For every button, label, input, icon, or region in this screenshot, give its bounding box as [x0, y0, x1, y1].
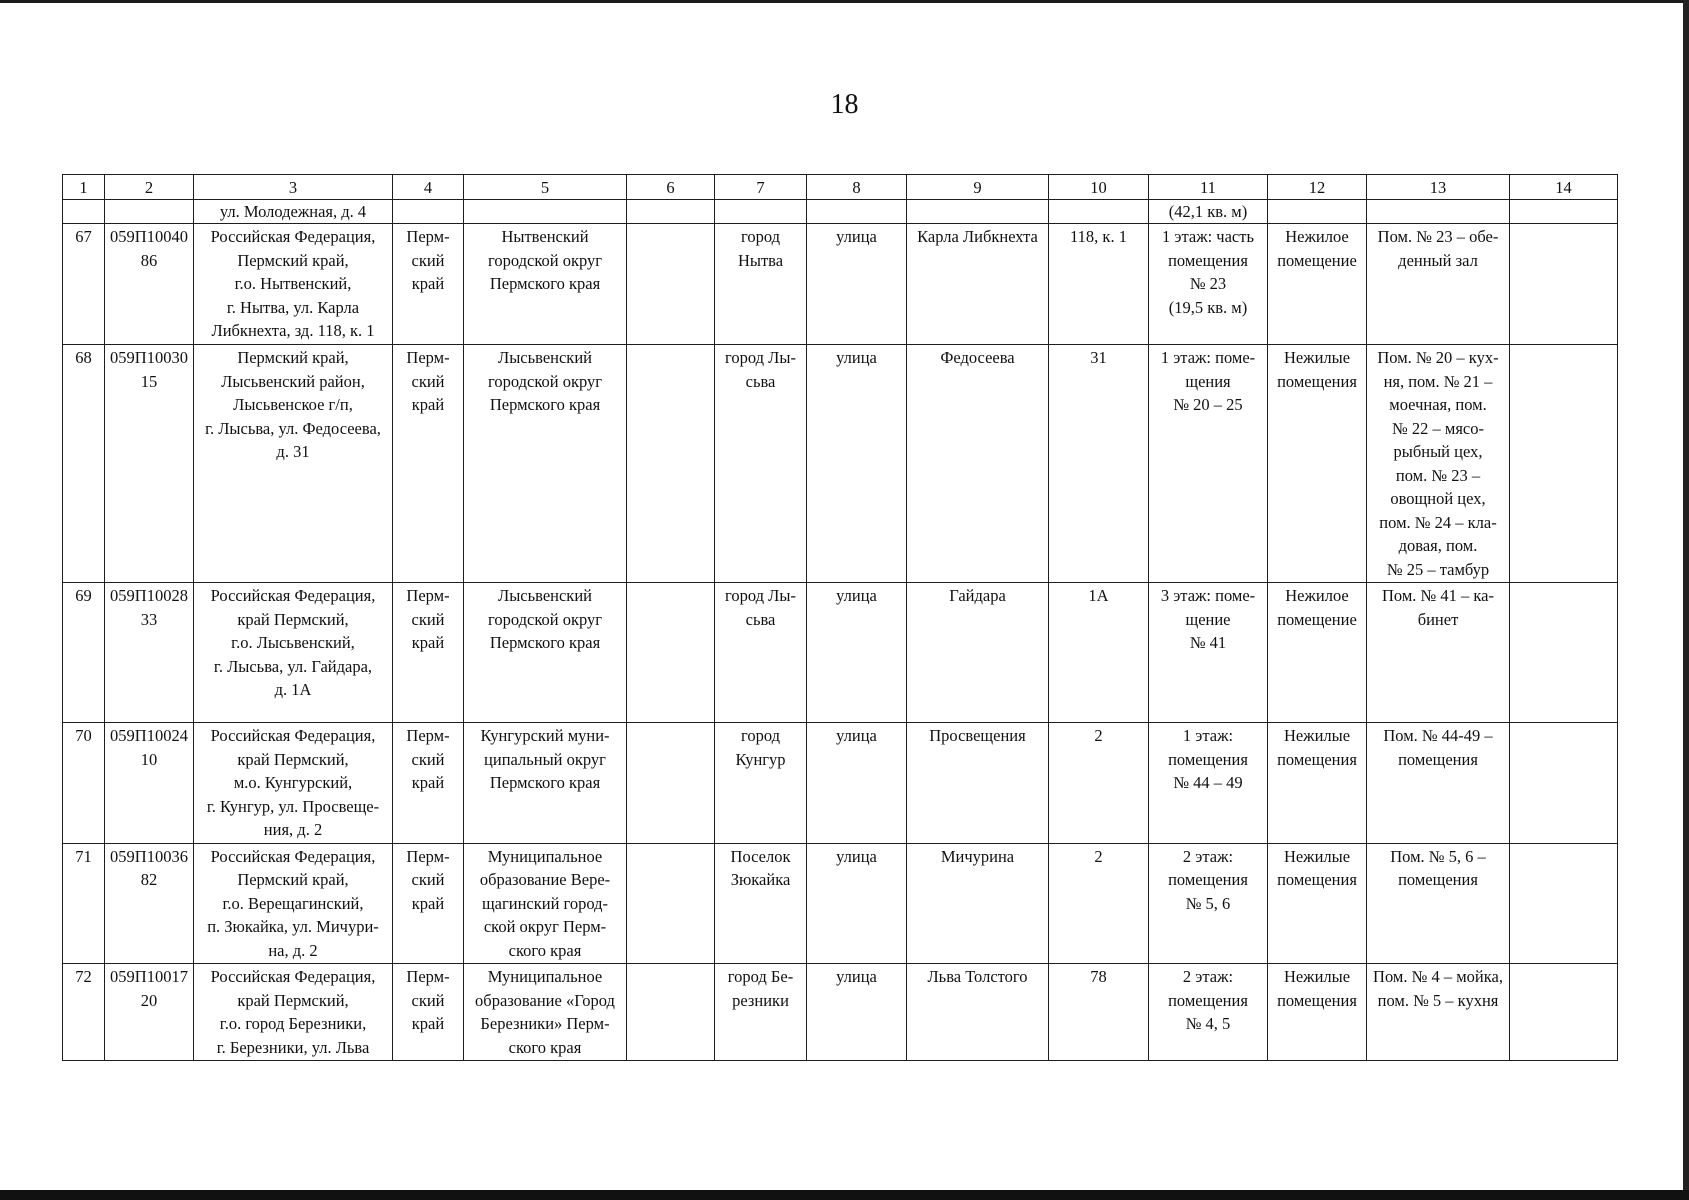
row-cell-1: 70: [63, 723, 105, 844]
row-cell-6: [627, 583, 715, 723]
row-cell-8: улица: [807, 224, 907, 345]
row-cell-10: 1А: [1049, 583, 1149, 723]
row-cell-4: Перм- ский край: [393, 964, 464, 1061]
row-cell-11: 3 этаж: поме- щение № 41: [1149, 583, 1268, 723]
row-cell-5: Лысьвенский городской округ Пермского края: [464, 345, 627, 583]
column-header-2: 2: [105, 175, 194, 200]
column-header-9: 9: [907, 175, 1049, 200]
row-cell-13: Пом. № 5, 6 – помещения: [1367, 843, 1510, 964]
row-cell-6: [627, 964, 715, 1061]
row-cell-4: Перм- ский край: [393, 843, 464, 964]
row-cell-12: Нежилое помещение: [1268, 583, 1367, 723]
row-cell-5: Лысьвенский городской округ Пермского края: [464, 583, 627, 723]
row-cell-4: Перм- ский край: [393, 583, 464, 723]
row-cell-12: Нежилое помещение: [1268, 224, 1367, 345]
continuation-cell-11: (42,1 кв. м): [1149, 200, 1268, 224]
row-cell-7: Поселок Зюкайка: [715, 843, 807, 964]
row-cell-10: 78: [1049, 964, 1149, 1061]
row-cell-5: Муниципальное образование «Город Березники» Перм- ского края: [464, 964, 627, 1061]
row-cell-7: город Нытва: [715, 224, 807, 345]
row-cell-1: 68: [63, 345, 105, 583]
row-cell-14: [1510, 583, 1618, 723]
row-cell-13: Пом. № 23 – обе- денный зал: [1367, 224, 1510, 345]
continuation-cell-1: [63, 200, 105, 224]
row-cell-2: 059П10030 15: [105, 345, 194, 583]
row-cell-2: 059П10024 10: [105, 723, 194, 844]
column-header-14: 14: [1510, 175, 1618, 200]
column-header-13: 13: [1367, 175, 1510, 200]
row-cell-6: [627, 843, 715, 964]
column-header-7: 7: [715, 175, 807, 200]
row-cell-6: [627, 345, 715, 583]
row-cell-9: Просвещения: [907, 723, 1049, 844]
continuation-cell-10: [1049, 200, 1149, 224]
row-cell-6: [627, 224, 715, 345]
row-cell-5: Кунгурский муни- ципальный округ Пермского края: [464, 723, 627, 844]
row-cell-10: 31: [1049, 345, 1149, 583]
column-header-10: 10: [1049, 175, 1149, 200]
row-cell-3: Российская Федерация, край Пермский, м.о. Кунгурский, г. Кунгур, ул. Просвеще- ния, д. 2: [194, 723, 393, 844]
scan-right-edge: [1683, 0, 1689, 1200]
continuation-row: [63, 200, 1618, 224]
row-cell-3: Пермский край, Лысьвенский район, Лысьвенское г/п, г. Лысьва, ул. Федосеева, д. 31: [194, 345, 393, 583]
row-cell-1: 71: [63, 843, 105, 964]
row-cell-11: 1 этаж: часть помещения № 23 (19,5 кв. м): [1149, 224, 1268, 345]
continuation-cell-8: [807, 200, 907, 224]
row-cell-5: Муниципальное образование Вере- щагинский город- ской округ Перм- ского края: [464, 843, 627, 964]
column-header-8: 8: [807, 175, 907, 200]
row-cell-4: Перм- ский край: [393, 345, 464, 583]
continuation-cell-5: [464, 200, 627, 224]
row-cell-6: [627, 723, 715, 844]
row-cell-14: [1510, 224, 1618, 345]
row-cell-9: Карла Либкнехта: [907, 224, 1049, 345]
row-cell-14: [1510, 723, 1618, 844]
continuation-cell-13: [1367, 200, 1510, 224]
page-number: 18: [830, 89, 859, 120]
column-number-row: [63, 175, 1618, 200]
row-cell-3: Российская Федерация, край Пермский, г.о. город Березники, г. Березники, ул. Льва: [194, 964, 393, 1061]
row-cell-9: Гайдара: [907, 583, 1049, 723]
row-cell-8: улица: [807, 345, 907, 583]
row-cell-1: 67: [63, 224, 105, 345]
column-header-12: 12: [1268, 175, 1367, 200]
row-cell-8: улица: [807, 583, 907, 723]
row-cell-2: 059П10017 20: [105, 964, 194, 1061]
continuation-cell-14: [1510, 200, 1618, 224]
row-cell-11: 2 этаж: помещения № 4, 5: [1149, 964, 1268, 1061]
continuation-cell-6: [627, 200, 715, 224]
row-cell-10: 2: [1049, 723, 1149, 844]
row-cell-14: [1510, 345, 1618, 583]
table-row: [63, 345, 1618, 583]
property-registry-table: [62, 174, 1618, 1061]
row-cell-12: Нежилые помещения: [1268, 843, 1367, 964]
row-cell-3: Российская Федерация, край Пермский, г.о. Лысьвенский, г. Лысьва, ул. Гайдара, д. 1А: [194, 583, 393, 723]
row-cell-4: Перм- ский край: [393, 723, 464, 844]
row-cell-14: [1510, 964, 1618, 1061]
row-cell-3: Российская Федерация, Пермский край, г.о. Нытвенский, г. Нытва, ул. Карла Либкнехта, зд. 118, к. 1: [194, 224, 393, 345]
continuation-cell-9: [907, 200, 1049, 224]
column-header-4: 4: [393, 175, 464, 200]
row-cell-11: 2 этаж: помещения № 5, 6: [1149, 843, 1268, 964]
continuation-cell-2: [105, 200, 194, 224]
row-cell-7: город Лы- сьва: [715, 345, 807, 583]
scan-top-edge: [0, 0, 1689, 3]
row-cell-2: 059П10028 33: [105, 583, 194, 723]
row-cell-4: Перм- ский край: [393, 224, 464, 345]
row-cell-2: 059П10036 82: [105, 843, 194, 964]
column-header-1: 1: [63, 175, 105, 200]
table-row: [63, 224, 1618, 345]
row-cell-12: Нежилые помещения: [1268, 723, 1367, 844]
row-cell-9: Льва Толстого: [907, 964, 1049, 1061]
row-cell-13: Пом. № 44-49 – помещения: [1367, 723, 1510, 844]
row-cell-10: 2: [1049, 843, 1149, 964]
row-cell-12: Нежилые помещения: [1268, 964, 1367, 1061]
row-cell-5: Нытвенский городской округ Пермского края: [464, 224, 627, 345]
row-cell-2: 059П10040 86: [105, 224, 194, 345]
continuation-cell-4: [393, 200, 464, 224]
column-header-11: 11: [1149, 175, 1268, 200]
row-cell-10: 118, к. 1: [1049, 224, 1149, 345]
column-header-3: 3: [194, 175, 393, 200]
row-cell-14: [1510, 843, 1618, 964]
row-cell-13: Пом. № 4 – мойка, пом. № 5 – кухня: [1367, 964, 1510, 1061]
row-cell-8: улица: [807, 843, 907, 964]
row-cell-1: 72: [63, 964, 105, 1061]
row-cell-11: 1 этаж: поме- щения № 20 – 25: [1149, 345, 1268, 583]
row-cell-7: город Бе- резники: [715, 964, 807, 1061]
row-cell-9: Мичурина: [907, 843, 1049, 964]
row-cell-1: 69: [63, 583, 105, 723]
row-cell-7: город Лы- сьва: [715, 583, 807, 723]
table-row: [63, 843, 1618, 964]
table-row: [63, 723, 1618, 844]
row-cell-12: Нежилые помещения: [1268, 345, 1367, 583]
column-header-6: 6: [627, 175, 715, 200]
row-cell-13: Пом. № 41 – ка- бинет: [1367, 583, 1510, 723]
scan-bottom-edge: [0, 1190, 1689, 1200]
row-cell-3: Российская Федерация, Пермский край, г.о. Верещагинский, п. Зюкайка, ул. Мичури- на, д. 2: [194, 843, 393, 964]
continuation-cell-7: [715, 200, 807, 224]
continuation-cell-3: ул. Молодежная, д. 4: [194, 200, 393, 224]
row-cell-9: Федосеева: [907, 345, 1049, 583]
row-cell-7: город Кунгур: [715, 723, 807, 844]
row-cell-11: 1 этаж: помещения № 44 – 49: [1149, 723, 1268, 844]
row-cell-8: улица: [807, 964, 907, 1061]
table-row: [63, 964, 1618, 1061]
continuation-cell-12: [1268, 200, 1367, 224]
table-row: [63, 583, 1618, 723]
column-header-5: 5: [464, 175, 627, 200]
row-cell-13: Пом. № 20 – кух- ня, пом. № 21 – моечная, пом. № 22 – мясо- рыбный цех, пом. № 23 – овощной цех, пом. № 24 – кла- довая, пом. № 25 – тамбур: [1367, 345, 1510, 583]
row-cell-8: улица: [807, 723, 907, 844]
